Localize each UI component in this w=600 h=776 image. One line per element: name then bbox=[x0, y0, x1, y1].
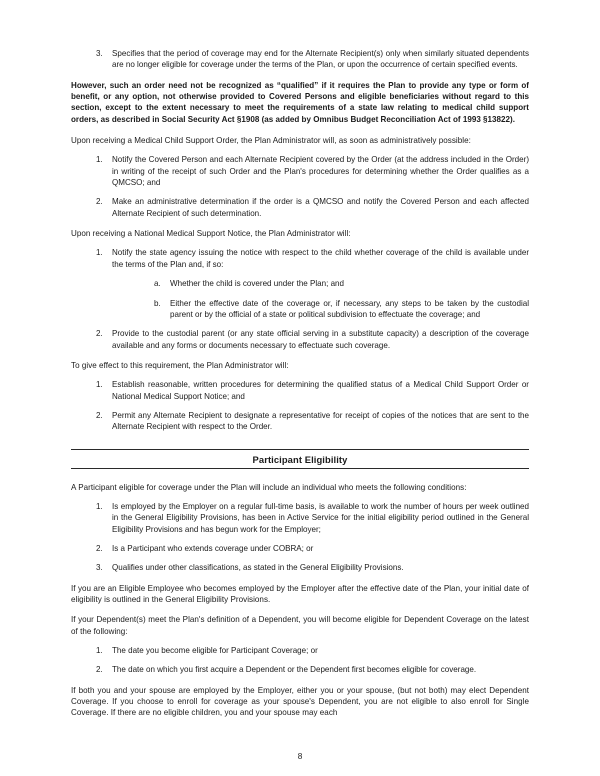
sublist-item bbox=[112, 278, 529, 289]
ordered-list bbox=[71, 379, 529, 432]
list-item-text: Is employed by the Employer on a regular full-time basis, is available to work the number of hours per week outlined in the General Eligibility Provisions, has been in Active Service for the initial eligibility period outlined in the General Eligibility Provisions and has begun work for the Employer; bbox=[112, 501, 529, 534]
list-marker: 1. bbox=[96, 380, 103, 390]
ordered-list bbox=[71, 501, 529, 574]
list-item-text: Qualifies under other classifications, as stated in the General Eligibility Provisions. bbox=[112, 563, 404, 573]
list-marker: 2. bbox=[96, 665, 103, 675]
ordered-list bbox=[71, 247, 529, 350]
lettered-sublist bbox=[112, 278, 529, 320]
list-marker: 2. bbox=[96, 410, 103, 420]
ordered-list bbox=[71, 154, 529, 219]
sublist-item bbox=[112, 298, 529, 321]
list-marker: 2. bbox=[96, 543, 103, 553]
paragraph: If both you and your spouse are employed by the Employer, either you or your spouse, (but not both) may elect Dependent Coverage. If you choose to enroll for coverage as your spouse's Dependent, you are not eligible to also enroll for Single Coverage. If there are no eligible children, you and your spouse may each bbox=[71, 685, 529, 718]
list-item bbox=[71, 154, 529, 188]
document-body bbox=[71, 48, 529, 719]
list-item bbox=[71, 196, 529, 219]
list-item-text: The date you become eligible for Participant Coverage; or bbox=[112, 646, 318, 656]
sublist-item-text: Either the effective date of the coverage or, if necessary, any steps to be taken by the custodial parent or by the official of a state or political subdivision to effectuate the coverage; and bbox=[170, 298, 529, 319]
section-rule-top bbox=[71, 449, 529, 450]
list-item-text: Notify the state agency issuing the notice with respect to the child whether coverage of the child is available under the terms of the Plan and, if so: bbox=[112, 248, 529, 269]
sublist-marker: a. bbox=[154, 279, 161, 289]
list-item bbox=[71, 247, 529, 320]
ordered-list bbox=[71, 48, 529, 71]
list-item bbox=[71, 562, 529, 573]
paragraph: If you are an Eligible Employee who becomes employed by the Employer after the effective date of the Plan, your initial date of eligibility is outlined in the General Eligibility Provisions. bbox=[71, 583, 529, 604]
list-item bbox=[71, 543, 529, 554]
section-title: Participant Eligibility bbox=[252, 453, 348, 465]
page-number: 8 bbox=[297, 752, 303, 761]
emphasized-paragraph: However, such an order need not be recognized as “qualified” if it requires the Plan to provide any type or form of benefit, or any option, not otherwise provided to Covered Persons and eligible beneficiaries without regard to this section, except to the extent necessary to meet the requirements of a state law relating to medical child support orders, as described in Social Security Act §1908 (as added by Omnibus Budget Reconciliation Act of 1993 §13822). bbox=[71, 80, 529, 124]
sublist-item-text: Whether the child is covered under the Plan; and bbox=[170, 279, 345, 289]
list-item bbox=[71, 410, 529, 433]
ordered-list bbox=[71, 645, 529, 676]
list-item-text: Establish reasonable, written procedures for determining the qualified status of a Medical Child Support Order or National Medical Support Notice; and bbox=[112, 380, 529, 401]
list-marker: 1. bbox=[96, 248, 103, 258]
paragraph: If your Dependent(s) meet the Plan's definition of a Dependent, you will become eligible for Dependent Coverage on the latest of the following: bbox=[71, 615, 529, 636]
list-item bbox=[71, 645, 529, 656]
list-item-text: Make an administrative determination if the order is a QMCSO and notify the Covered Person and each affected Alternate Recipient of such determination. bbox=[112, 197, 529, 218]
list-item bbox=[71, 379, 529, 402]
list-item-text: Specifies that the period of coverage may end for the Alternate Recipient(s) only when similarly situated dependents are no longer eligible for coverage under the terms of the Plan, or upon the occurrence of certain specified events. bbox=[112, 49, 529, 70]
section-rule-bottom bbox=[71, 468, 529, 469]
list-item-text: Permit any Alternate Recipient to designate a representative for receipt of copies of the notices that are sent to the Alternate Recipient with respect to the Order. bbox=[112, 410, 529, 432]
list-marker: 2. bbox=[96, 197, 103, 207]
list-item bbox=[71, 664, 529, 675]
list-item-text: Notify the Covered Person and each Alternate Recipient covered by the Order (at the address included in the Order) in writing of the receipt of such Order and the Plan's procedures for determining whether the Order qualifies as a QMCSO; and bbox=[112, 155, 529, 188]
list-item-text: The date on which you first acquire a Dependent or the Dependent first becomes eligible for coverage. bbox=[112, 665, 477, 675]
list-item-text: Provide to the custodial parent (or any state official serving in a substitute capacity) a description of the coverage available and any forms or documents necessary to effectuate such coverage. bbox=[112, 329, 529, 350]
list-item-text: Is a Participant who extends coverage under COBRA; or bbox=[112, 543, 314, 553]
list-marker: 1. bbox=[96, 501, 103, 511]
paragraph: Upon receiving a National Medical Support Notice, the Plan Administrator will: bbox=[71, 229, 351, 239]
section-header bbox=[71, 449, 529, 469]
list-marker: 2. bbox=[96, 329, 103, 339]
list-item bbox=[71, 501, 529, 535]
paragraph: Upon receiving a Medical Child Support Order, the Plan Administrator will, as soon as administratively possible: bbox=[71, 136, 471, 146]
list-marker: 1. bbox=[96, 646, 103, 656]
list-marker: 3. bbox=[96, 49, 103, 58]
list-item bbox=[71, 48, 529, 71]
list-item bbox=[71, 328, 529, 351]
list-marker: 3. bbox=[96, 563, 103, 573]
list-marker: 1. bbox=[96, 155, 103, 165]
paragraph: To give effect to this requirement, the Plan Administrator will: bbox=[71, 360, 289, 370]
paragraph: A Participant eligible for coverage under the Plan will include an individual who meets the following conditions: bbox=[71, 482, 467, 492]
sublist-marker: b. bbox=[154, 298, 161, 308]
